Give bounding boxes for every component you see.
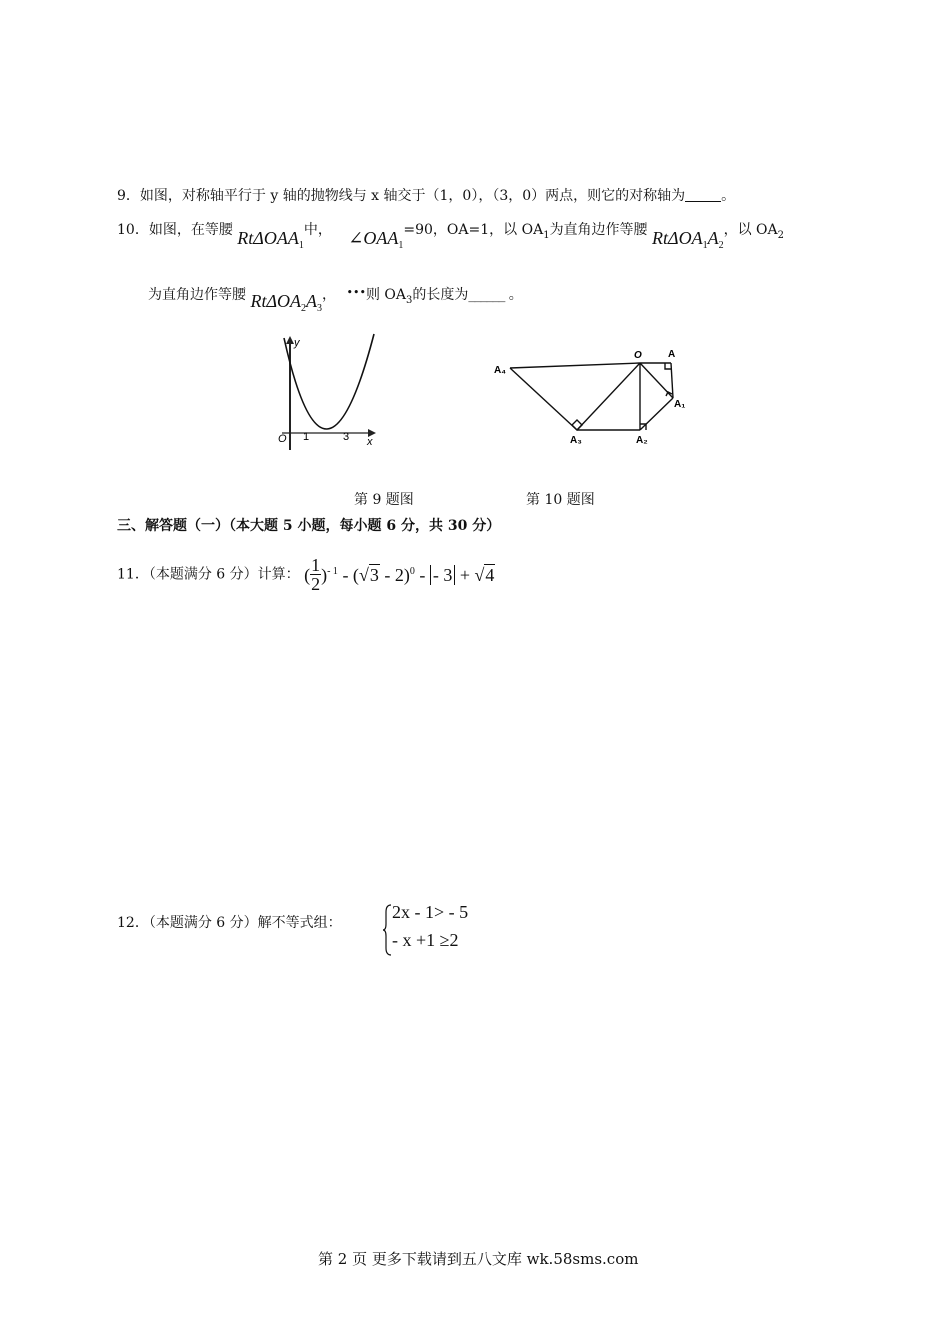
figure-9-parabola (270, 332, 385, 457)
question-12 (117, 913, 342, 933)
point-a-label: A (668, 349, 676, 360)
q12-inequality-1: 2x - 1> - 5 (392, 902, 469, 922)
y-axis-arrow (286, 336, 294, 344)
point-a1-label: A₁ (674, 399, 686, 410)
point-o-label: O (634, 350, 642, 361)
q11-absolute-value: - 3 (430, 565, 456, 585)
q10-angle: $\angle OAA_1$ (348, 228, 404, 251)
q12-brace (382, 904, 392, 956)
figure-10-triangles (490, 345, 705, 450)
q10-p3: =90，OA=1，以 $OA_1$ (403, 222, 550, 241)
q10-dots: ••• (346, 286, 366, 299)
point-a3-label: A₃ (570, 435, 582, 446)
question-9 (117, 186, 735, 206)
q10-line2-end: 。 (504, 287, 523, 303)
figure-10-caption: 第 10 题图 (526, 492, 595, 508)
q10-p1: 如图，在等腰 (148, 222, 233, 238)
question-10-line2 (148, 283, 523, 314)
x-axis-label: x (367, 436, 373, 448)
q10-p2: 中， (303, 222, 332, 238)
right-angle-a (665, 363, 671, 369)
q9-answer-blank (685, 187, 721, 202)
question-11 (117, 556, 495, 593)
q9-end: 。 (721, 188, 736, 204)
segment-a3-a4 (510, 368, 577, 430)
figure-9-caption: 第 9 题图 (354, 492, 414, 508)
q10-p5: ，以 $OA_2$ (723, 222, 784, 241)
q11-text: （本题满分 6 分）计算： (148, 566, 300, 583)
point-a2-label: A₂ (636, 435, 648, 446)
q9-text: 如图，对称轴平行于 y 轴的抛物线与 x 轴交于（1，0），（3，0）两点，则它的对称轴为 (139, 188, 686, 204)
y-axis-label: y (294, 337, 300, 349)
tick-1-label: 1 (303, 431, 310, 443)
q10-rt-triangle-2: $Rt\Delta OA_1A_2$ (652, 228, 724, 251)
q11-sqrt3: 3 (369, 564, 379, 585)
segment-a4-o (510, 363, 640, 368)
q11-frac-numerator: 1 (311, 555, 321, 575)
q10-line2-p2: ， (322, 287, 337, 303)
q11-exp-zero: 0 (409, 565, 415, 577)
q11-expression: ( $\frac{1}{2}$ )$^{- 1}$ - (√3 - 2)$^0$ - - 3 + √4 (304, 555, 495, 594)
right-angle-a3 (572, 420, 582, 430)
q10-line2-p1: 为直角边作等腰 (148, 287, 246, 303)
q12-inequality-2: - x +1 ≥2 (392, 930, 459, 950)
point-a4-label: A₄ (494, 365, 506, 376)
q10-number: 10． (117, 222, 149, 238)
q10-rt-triangle-1: RtΔOAA$_1$ (237, 228, 304, 251)
q11-frac-denominator: 2 (311, 574, 321, 594)
tick-3-label: 3 (343, 431, 350, 443)
q12-number: 12． (117, 915, 149, 931)
q11-exp-minus-one: - 1 (327, 565, 338, 577)
q10-p4: 为直角边作等腰 (549, 222, 648, 238)
q10-rt-triangle-3: $Rt\Delta OA_2A_3$ (250, 291, 323, 314)
segment-a-a1 (671, 363, 673, 398)
q12-text: （本题满分 6 分）解不等式组： (148, 915, 342, 931)
q9-number: 9． (117, 188, 140, 204)
origin-label: O (278, 433, 287, 445)
segment-o-a3 (577, 363, 640, 430)
q10-answer-blank: ______ (468, 287, 505, 303)
q11-sqrt4: 4 (485, 564, 495, 585)
q10-line2-p3: 则 $OA_3$ (365, 287, 413, 306)
section-3-title: 三、解答题（一）（本大题 5 小题，每小题 6 分，共 30 分） (117, 518, 501, 534)
page-footer: 第 2 页 更多下载请到五八文库 wk.58sms.com (318, 1250, 639, 1268)
q10-line2-p4: 的长度为 (412, 287, 469, 303)
q11-number: 11． (117, 566, 149, 583)
question-10-line1 (117, 218, 784, 251)
segment-a1-a2 (640, 398, 673, 430)
